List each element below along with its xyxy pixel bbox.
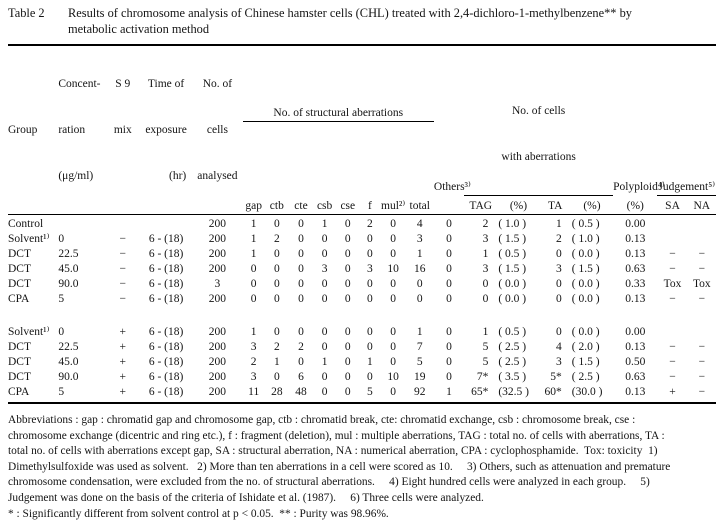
table-row: [8, 355, 716, 370]
cell: Control: [8, 215, 58, 233]
cell: −: [119, 263, 127, 275]
footnote-line: Judgement was done on the basis of the criteria of Ishidate et al. (1987). 6) Three cells were analyzed.: [8, 491, 484, 504]
cell: 28: [271, 386, 283, 398]
cell: 0: [556, 278, 562, 290]
cell: −: [119, 248, 127, 260]
cell: 6 - (18): [148, 278, 184, 290]
cell: ( 0.5 ): [498, 248, 527, 260]
table-title: [68, 6, 717, 37]
table-title-line1: Results of chromosome analysis of Chinese hamster cells (CHL) treated with 2,4-dichloro-1-methylbenzene** by: [68, 6, 632, 20]
cell: 200: [208, 371, 227, 383]
header-csb: csb: [316, 200, 333, 212]
cell: 0.50: [625, 356, 646, 368]
cell: [106, 215, 140, 233]
cell: 0: [381, 215, 406, 233]
cell: 19: [414, 371, 426, 383]
table-row: [8, 215, 716, 233]
cell: 0: [390, 356, 396, 368]
cell: 1: [416, 248, 423, 260]
cell: −: [698, 293, 706, 305]
footnote-line: Dimethylsulfoxide was used as solvent. 2) More than ten aberrations in a cell were scored as 10. 3) Others, such as attenuation and premature: [8, 460, 671, 473]
cell: 1: [367, 356, 373, 368]
header-cse: cse: [340, 200, 356, 212]
cell: ( 2.5 ): [498, 341, 527, 353]
cell: 92: [414, 386, 426, 398]
cell: +: [119, 341, 127, 353]
cell: 11: [248, 386, 260, 398]
cell: 0: [298, 263, 304, 275]
cell: 0: [556, 326, 562, 338]
cell: 0: [367, 233, 373, 245]
cell: DCT: [8, 278, 31, 290]
cell: 0: [273, 371, 280, 383]
cell: 0: [482, 278, 489, 290]
cell: Solvent¹⁾: [8, 233, 50, 245]
cell: 3: [556, 356, 562, 368]
cell: −: [669, 371, 676, 383]
cell: 0: [273, 248, 280, 260]
header-tag: TAG: [469, 200, 493, 212]
cell: 0: [344, 278, 351, 290]
cell: 0: [273, 278, 280, 290]
cell: CPA: [8, 293, 30, 305]
cell: 0: [344, 248, 351, 260]
cell: [657, 215, 687, 233]
cell: 0.13: [625, 233, 646, 245]
cell: 0: [367, 371, 373, 383]
cell: +: [119, 371, 127, 383]
cell: 60*: [544, 386, 562, 398]
cell: 0.33: [625, 278, 646, 290]
cell: 0.63: [625, 371, 646, 383]
cell: 0: [367, 341, 373, 353]
cell: CPA: [8, 386, 30, 398]
table-row: [8, 385, 716, 403]
cell: 200: [208, 263, 227, 275]
header-s9-mix: S 9 mix: [113, 78, 132, 136]
cell: 200: [208, 356, 227, 368]
cell: 1: [416, 326, 423, 338]
cell: 0: [482, 293, 489, 305]
cell: 0.13: [625, 248, 646, 260]
table-row: [8, 277, 716, 292]
cell: [657, 309, 687, 340]
cell: [688, 309, 716, 340]
cell: 0: [273, 263, 280, 275]
header-ta-percent: (%): [583, 200, 601, 212]
cell: 45.0: [58, 263, 79, 275]
cell: 0: [367, 248, 373, 260]
cell: −: [698, 248, 706, 260]
cell: 0.13: [625, 386, 646, 398]
cell: 3: [214, 278, 221, 290]
table-header: [8, 45, 716, 215]
footnote-line: chromosome condensation, were excluded from the no. of structural aberrations. 4) Eight hundred cells were analyzed in each group. 5): [8, 476, 650, 489]
cell: 0: [344, 326, 351, 338]
cell: 0: [416, 293, 423, 305]
cell: 2: [298, 341, 304, 353]
cell: 0: [336, 215, 359, 233]
cell: 200: [208, 248, 227, 260]
rows-with-s9: [8, 309, 716, 403]
cell: 0: [446, 263, 452, 275]
table-row: [8, 340, 716, 355]
cell: +: [119, 326, 127, 338]
cell: 0: [344, 341, 351, 353]
cell: 0: [344, 263, 351, 275]
cell: ( 1.5 ): [498, 263, 527, 275]
table-row: [8, 262, 716, 277]
cell: −: [669, 293, 676, 305]
cell: 0: [250, 263, 257, 275]
cell: 0: [446, 341, 452, 353]
cell: 7: [416, 341, 423, 353]
cell: 1: [446, 386, 452, 398]
cell: 0: [250, 293, 257, 305]
cell: 0: [390, 341, 396, 353]
cell: 22.5: [58, 341, 79, 353]
header-total: total: [409, 200, 430, 212]
cell: 2: [273, 233, 280, 245]
cell: 200: [208, 326, 227, 338]
header-others-filler: [434, 195, 464, 214]
cell: 0: [321, 371, 328, 383]
cell: ( 3.5 ): [498, 371, 527, 383]
cell: 0: [367, 278, 373, 290]
cell: 0: [446, 293, 452, 305]
cell: 0: [298, 278, 304, 290]
cell: 0: [321, 248, 328, 260]
cell: 0: [321, 233, 328, 245]
cell: −: [698, 356, 706, 368]
cell: 0: [289, 215, 313, 233]
header-ta: TA: [547, 200, 563, 212]
cell: 0: [298, 293, 304, 305]
cell: ( 1.5 ): [498, 233, 527, 245]
cell: 0.63: [625, 263, 646, 275]
header-concentration: Concent- ration (μg/ml): [58, 78, 101, 182]
cell: Tox: [692, 278, 711, 290]
cell: 0: [446, 248, 452, 260]
cell: 5: [367, 386, 373, 398]
cell: ( 0.5 ): [498, 326, 527, 338]
header-sa: SA: [665, 200, 680, 212]
cell: 200: [208, 341, 227, 353]
cell: 0: [446, 278, 452, 290]
cell: +: [669, 386, 676, 398]
cell: 0: [390, 248, 396, 260]
cell: 6: [298, 371, 304, 383]
cell: 6 - (18): [148, 326, 184, 338]
footnote-line: Abbreviations : gap : chromatid gap and chromosome gap, ctb : chromatid break, cte: chromatid exchange, csb : chromosome break, cse :: [8, 414, 636, 426]
cell: ( 0.0 ): [571, 326, 600, 338]
cell: 3: [482, 233, 489, 245]
cell: −: [119, 278, 127, 290]
cell: 6 - (18): [148, 248, 184, 260]
cell: 2: [359, 215, 380, 233]
cell: ( 1.5 ): [571, 263, 600, 275]
cell: 0: [556, 293, 562, 305]
table-number: Table 2: [8, 6, 45, 20]
header-structural-aberrations-span: No. of structural aberrations: [243, 45, 434, 121]
cell: (30.0 ): [571, 386, 603, 398]
header-cells-analysed: No. of cells analysed: [197, 78, 238, 182]
cell: 0.13: [625, 293, 646, 305]
cell: 0.13: [625, 341, 646, 353]
cell: 1: [482, 326, 489, 338]
cell: 6 - (18): [148, 356, 184, 368]
cell: 22.5: [58, 248, 79, 260]
table-title-line2: metabolic activation method: [68, 21, 210, 36]
cell: 0: [390, 233, 396, 245]
table-row: [8, 309, 716, 340]
cell: 1: [250, 248, 257, 260]
cell: 0: [298, 233, 304, 245]
cell: −: [119, 293, 127, 305]
cell: 0: [556, 248, 562, 260]
cell: 5: [416, 356, 423, 368]
cell: ( 0.0 ): [571, 278, 600, 290]
header-exposure-time: Time of exposure (hr): [145, 78, 187, 182]
cell: ( 0.0 ): [571, 293, 600, 305]
cell: 1: [313, 215, 336, 233]
cell: 0: [390, 278, 396, 290]
cell: 200: [208, 233, 227, 245]
cell: 0: [344, 356, 351, 368]
cell: 0: [390, 326, 396, 338]
cell: 0: [298, 356, 304, 368]
cell: −: [698, 386, 706, 398]
cell: 0: [344, 386, 351, 398]
cell: Tox: [663, 278, 682, 290]
cell: 6 - (18): [148, 293, 184, 305]
cell: 0: [298, 248, 304, 260]
cell: 6 - (18): [148, 263, 184, 275]
cell: 0: [446, 326, 452, 338]
cell: 0: [273, 293, 280, 305]
cell: ( 1.0 ): [497, 215, 539, 233]
cell: 200: [208, 293, 227, 305]
cell: 5: [482, 341, 489, 353]
footnote-line: total no. of cells with aberrations except gap, SA : structural aberration, NA : numerical aberration, CPA : cyclophosphamide. Tox: toxicity 1): [8, 445, 658, 458]
cell: 200: [192, 215, 242, 233]
header-na: NA: [693, 200, 711, 212]
table-row: [8, 232, 716, 247]
cell: 5: [482, 356, 489, 368]
cell: [657, 232, 687, 247]
cell: 0: [390, 293, 396, 305]
cell: 0: [390, 386, 396, 398]
cell: 2: [556, 233, 562, 245]
cell: 0.00: [613, 215, 657, 233]
cell: 48: [295, 386, 307, 398]
cell: 0: [367, 293, 373, 305]
cell: 6 - (18): [148, 233, 184, 245]
cell: 0: [58, 326, 65, 338]
cell: [58, 215, 105, 233]
table-row: [8, 292, 716, 309]
header-mul: mul²⁾: [381, 200, 406, 212]
cell: 0: [250, 278, 257, 290]
cell: 1: [250, 233, 257, 245]
cell: DCT: [8, 263, 31, 275]
rows-without-s9: [8, 215, 716, 310]
cell: 45.0: [58, 356, 79, 368]
cell: −: [698, 341, 706, 353]
cell: 3: [482, 263, 489, 275]
cell: ( 2.5 ): [571, 371, 600, 383]
cell: 2: [250, 356, 257, 368]
cell: 6 - (18): [148, 371, 184, 383]
cell: [688, 215, 716, 233]
cell: 6 - (18): [148, 386, 184, 398]
header-ctb: ctb: [269, 200, 284, 212]
cell: 1: [273, 356, 280, 368]
table-row: [8, 370, 716, 385]
cell: 0: [446, 371, 452, 383]
header-f: f: [368, 200, 372, 212]
cell: 90.0: [58, 371, 79, 383]
cell: 2: [464, 215, 497, 233]
cell: 3: [367, 263, 373, 275]
cell: 5: [58, 293, 65, 305]
cell: 10: [387, 263, 399, 275]
header-group: Group: [8, 123, 38, 136]
cell: ( 0.5 ): [571, 215, 613, 233]
cell: −: [698, 371, 706, 383]
cell: 1: [250, 326, 257, 338]
cell: 1: [243, 215, 265, 233]
cell: [140, 215, 192, 233]
cell: −: [698, 263, 706, 275]
cell: +: [119, 386, 127, 398]
cell: 0: [416, 278, 423, 290]
header-gap: gap: [245, 200, 262, 212]
cell: 6 - (18): [148, 341, 184, 353]
cell: [688, 232, 716, 247]
footnotes: [8, 413, 717, 522]
cell: 4: [406, 215, 434, 233]
results-table: [8, 44, 716, 404]
cell: 1: [482, 248, 489, 260]
header-struct-filler: [243, 121, 434, 195]
header-cte: cte: [294, 200, 308, 212]
cell: ( 2.5 ): [498, 356, 527, 368]
cell: 0: [344, 371, 351, 383]
cell: 0: [273, 326, 280, 338]
header-polyploid-percent: (%): [626, 200, 644, 212]
cell: 7*: [476, 371, 489, 383]
cell: −: [669, 263, 676, 275]
header-others: Others³⁾: [433, 181, 471, 194]
cell: 3: [321, 263, 328, 275]
cell: Solvent¹⁾: [8, 326, 50, 338]
cell: 0: [344, 233, 351, 245]
cell: 0: [58, 233, 65, 245]
cell: DCT: [8, 248, 31, 260]
cell: ( 0.0 ): [498, 293, 527, 305]
table-caption: [8, 6, 717, 37]
cell: 5*: [550, 371, 562, 383]
cell: 65*: [471, 386, 489, 398]
footnote-line: chromosome exchange (dicentric and ring etc.), f : fragment (deletion), mul : multiple aberrations, TAG : total no. of cells with aberrations, TA :: [8, 429, 665, 442]
cell: (32.5 ): [498, 386, 529, 398]
cell: 0: [321, 278, 328, 290]
cell: 0: [446, 356, 452, 368]
cell: 0: [344, 293, 351, 305]
cell: 90.0: [58, 278, 79, 290]
cell: 0: [321, 386, 328, 398]
cell: −: [669, 341, 676, 353]
cell: 16: [414, 263, 426, 275]
cell: 3: [250, 341, 257, 353]
cell: 0: [446, 233, 452, 245]
cell: ( 1.5 ): [571, 356, 600, 368]
cell: 3: [416, 233, 423, 245]
table-row: [8, 247, 716, 262]
cell: 3: [250, 371, 257, 383]
cell: 0: [321, 326, 328, 338]
cell: DCT: [8, 356, 31, 368]
cell: −: [119, 233, 127, 245]
cell: ( 0.0 ): [571, 248, 600, 260]
cell: 0: [367, 326, 373, 338]
cell: 0: [298, 326, 304, 338]
cell: ( 0.0 ): [498, 278, 527, 290]
cell: 1: [321, 356, 328, 368]
cell: DCT: [8, 341, 31, 353]
cell: 1: [540, 215, 571, 233]
cell: 0: [321, 341, 328, 353]
cell: 3: [556, 263, 562, 275]
cell: 10: [387, 371, 399, 383]
cell: 2: [273, 341, 280, 353]
cell: −: [669, 356, 676, 368]
cell: DCT: [8, 371, 31, 383]
header-tag-percent: (%): [509, 200, 528, 212]
cell: −: [669, 248, 676, 260]
cell: 0: [265, 215, 289, 233]
cell: 200: [208, 386, 227, 398]
cell: 0: [434, 215, 464, 233]
cell: +: [119, 356, 127, 368]
cell: 5: [58, 386, 65, 398]
header-judgement-span: Judgement⁵⁾: [657, 45, 716, 195]
footnote-line: * : Significantly different from solvent control at p < 0.05. ** : Purity was 98.96%.: [8, 507, 389, 520]
cell: ( 1.0 ): [571, 233, 600, 245]
header-cells-with-aberrations-span: No. of cells with aberrations: [464, 45, 613, 195]
cell: ( 2.0 ): [571, 341, 600, 353]
cell: 0.00: [625, 326, 646, 338]
header-polyploid: Polyploid⁴⁾: [613, 181, 665, 194]
cell: 4: [556, 341, 562, 353]
cell: 0: [321, 293, 328, 305]
